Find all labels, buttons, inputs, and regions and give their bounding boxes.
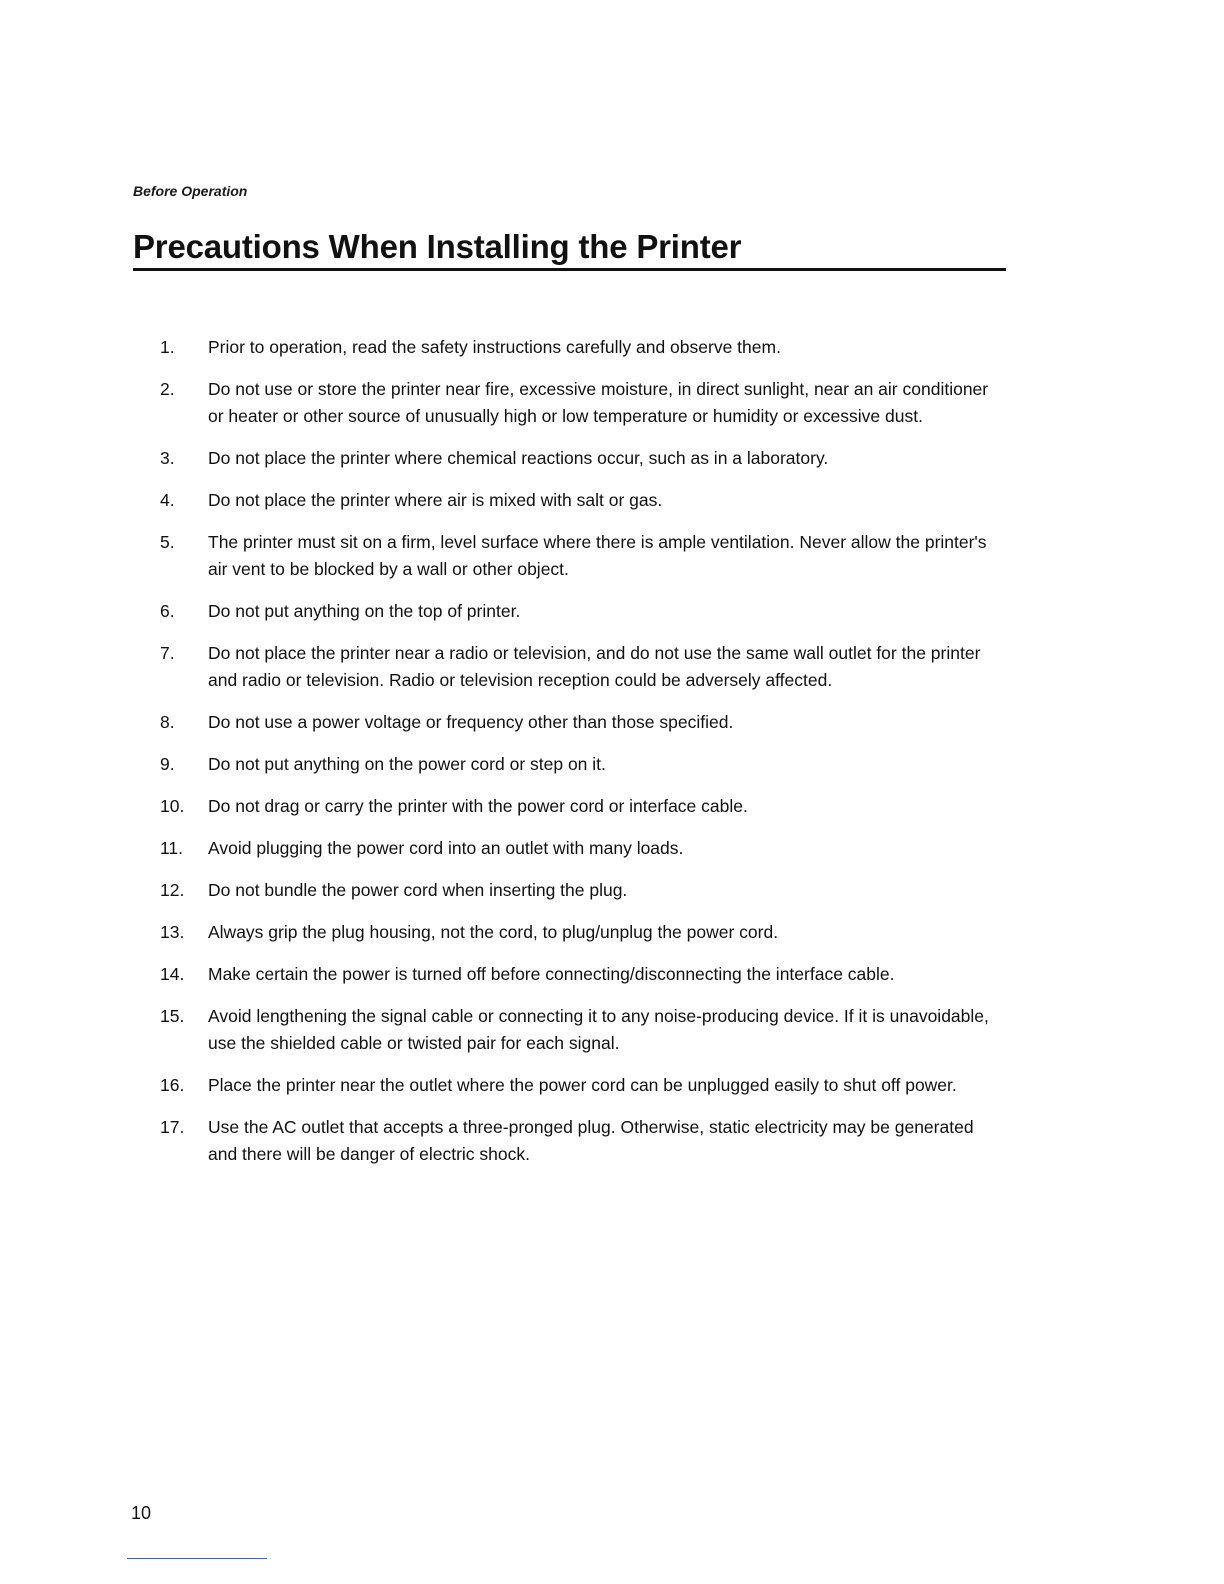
list-item-number: 15.: [160, 1006, 185, 1026]
list-item-text: Do not place the printer where air is mixed with salt or gas.: [208, 490, 663, 510]
list-item: [160, 709, 990, 736]
section-label: Before Operation: [133, 183, 248, 199]
list-item-text: Always grip the plug housing, not the cord, to plug/unplug the power cord.: [208, 922, 779, 942]
list-item-text: Do not drag or carry the printer with the power cord or interface cable.: [208, 796, 748, 816]
list-item-text: Do not use or store the printer near fire, excessive moisture, in direct sunlight, near an air conditioner or heater or other source of unusually high or low temperature or humidity or excessive dust.: [208, 379, 989, 426]
page-title: Precautions When Installing the Printer: [133, 228, 742, 265]
list-item: [160, 835, 990, 862]
list-item-number: 13.: [160, 922, 185, 942]
list-item-text: Do not put anything on the top of printer.: [208, 601, 521, 621]
list-item: [160, 751, 990, 778]
list-item-number: 2.: [160, 379, 175, 399]
list-item-number: 4.: [160, 490, 175, 510]
list-item-text: Place the printer near the outlet where the power cord can be unplugged easily to shut off power.: [208, 1075, 957, 1095]
list-item: [160, 1072, 990, 1099]
list-item: [160, 598, 990, 625]
list-item-text: Avoid plugging the power cord into an outlet with many loads.: [208, 838, 684, 858]
list-item: [160, 529, 990, 583]
list-item: [160, 877, 990, 904]
list-item-number: 1.: [160, 337, 175, 357]
list-item-text: Avoid lengthening the signal cable or connecting it to any noise-producing device. If it is unavoidable, use the shielded cable or twisted pair for each signal.: [208, 1006, 989, 1053]
list-item: [160, 1003, 990, 1057]
list-item-number: 17.: [160, 1117, 185, 1137]
list-item-number: 9.: [160, 754, 175, 774]
list-item-number: 5.: [160, 532, 175, 552]
list-item-number: 8.: [160, 712, 175, 732]
list-item: [160, 640, 990, 694]
list-item: [160, 445, 990, 472]
list-item-number: 3.: [160, 448, 175, 468]
list-item-text: Do not put anything on the power cord or step on it.: [208, 754, 606, 774]
list-item-text: Do not use a power voltage or frequency other than those specified.: [208, 712, 734, 732]
list-item-text: Do not bundle the power cord when inserting the plug.: [208, 880, 628, 900]
list-item-number: 6.: [160, 601, 175, 621]
list-item-text: Do not place the printer where chemical reactions occur, such as in a laboratory.: [208, 448, 829, 468]
list-item: [160, 487, 990, 514]
list-item-text: Make certain the power is turned off before connecting/disconnecting the interface cable.: [208, 964, 895, 984]
list-item: [160, 793, 990, 820]
list-item-text: Use the AC outlet that accepts a three-pronged plug. Otherwise, static electricity may be generated and there will be danger of electric shock.: [208, 1117, 974, 1164]
title-block: [133, 226, 1006, 271]
list-item: [160, 961, 990, 988]
list-item: [160, 1114, 990, 1168]
list-item: [160, 376, 990, 430]
list-item: [160, 919, 990, 946]
precaution-list: [160, 334, 990, 1183]
list-item-text: Do not place the printer near a radio or television, and do not use the same wall outlet for the printer and radio or television. Radio or television reception could be adversely affected.: [208, 643, 981, 690]
list-item-text: The printer must sit on a firm, level surface where there is ample ventilation. Never allow the printer's air vent to be blocked by a wall or other object.: [208, 532, 987, 579]
list-item-number: 7.: [160, 643, 175, 663]
page-number: 10: [131, 1503, 152, 1523]
list-item-number: 14.: [160, 964, 185, 984]
list-item: [160, 334, 990, 361]
list-item-number: 10.: [160, 796, 185, 816]
list-item-number: 11.: [160, 838, 184, 858]
list-item-text: Prior to operation, read the safety instructions carefully and observe them.: [208, 337, 781, 357]
footer-rule: [127, 1558, 267, 1559]
list-item-number: 12.: [160, 880, 185, 900]
list-item-number: 16.: [160, 1075, 185, 1095]
